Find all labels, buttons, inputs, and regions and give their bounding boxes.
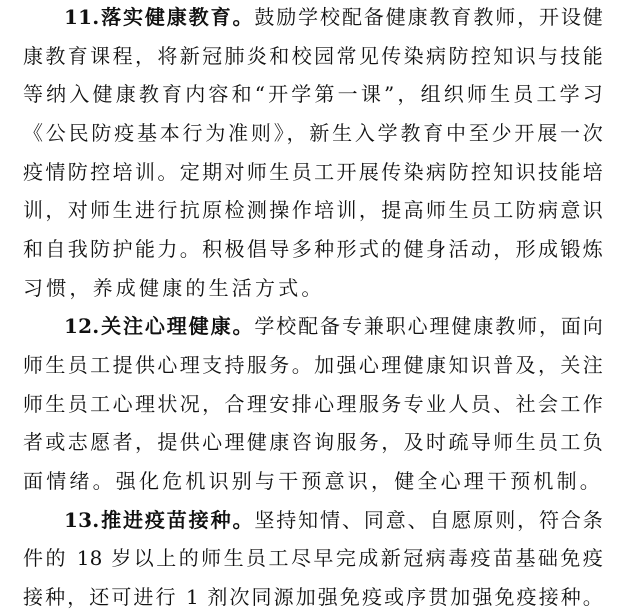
- paragraph-line: 师生员工心理状况，合理安排心理服务专业人员、社会工作: [23, 392, 603, 416]
- section-heading: 12.关注心理健康。: [64, 314, 255, 338]
- paragraph-line: 疫情防控培训。定期对师生员工开展传染病防控知识技能培: [23, 160, 603, 184]
- paragraph-text: 学校配备专兼职心理健康教师，面向: [254, 314, 604, 338]
- paragraph-line: 接种，还可进行 1 剂次同源加强免疫或序贯加强免疫接种。: [23, 585, 603, 609]
- section-12-first-line: [64, 312, 603, 340]
- paragraph-line: 件的 18 岁以上的师生员工尽早完成新冠病毒疫苗基础免疫: [23, 546, 603, 570]
- paragraph-text: 坚持知情、同意、自愿原则，符合条: [254, 508, 604, 532]
- paragraph-line: 《公民防疫基本行为准则》，新生入学教育中至少开展一次: [23, 121, 603, 145]
- paragraph-line: 习惯，养成健康的生活方式。: [23, 276, 325, 300]
- paragraph-line: 训，对师生进行抗原检测操作培训，提高师生员工防病意识: [23, 198, 603, 222]
- section-11-first-line: [64, 3, 603, 31]
- section-heading: 11.落实健康教育。: [64, 5, 255, 29]
- paragraph-line: 师生员工提供心理支持服务。加强心理健康知识普及，关注: [23, 353, 603, 377]
- section-13-first-line: [64, 506, 603, 534]
- paragraph-line: 等纳入健康教育内容和“开学第一课”，组织师生员工学习: [23, 82, 603, 106]
- paragraph-text: 鼓励学校配备健康教育教师，开设健: [254, 5, 604, 29]
- paragraph-line: 面情绪。强化危机识别与干预意识，健全心理干预机制。: [23, 469, 603, 493]
- paragraph-line: 和自我防护能力。积极倡导多种形式的健身活动，形成锻炼: [23, 237, 603, 261]
- section-heading: 13.推进疫苗接种。: [64, 508, 255, 532]
- paragraph-line: 者或志愿者，提供心理健康咨询服务，及时疏导师生员工负: [23, 430, 603, 454]
- paragraph-line: 康教育课程，将新冠肺炎和校园常见传染病防控知识与技能: [23, 44, 603, 68]
